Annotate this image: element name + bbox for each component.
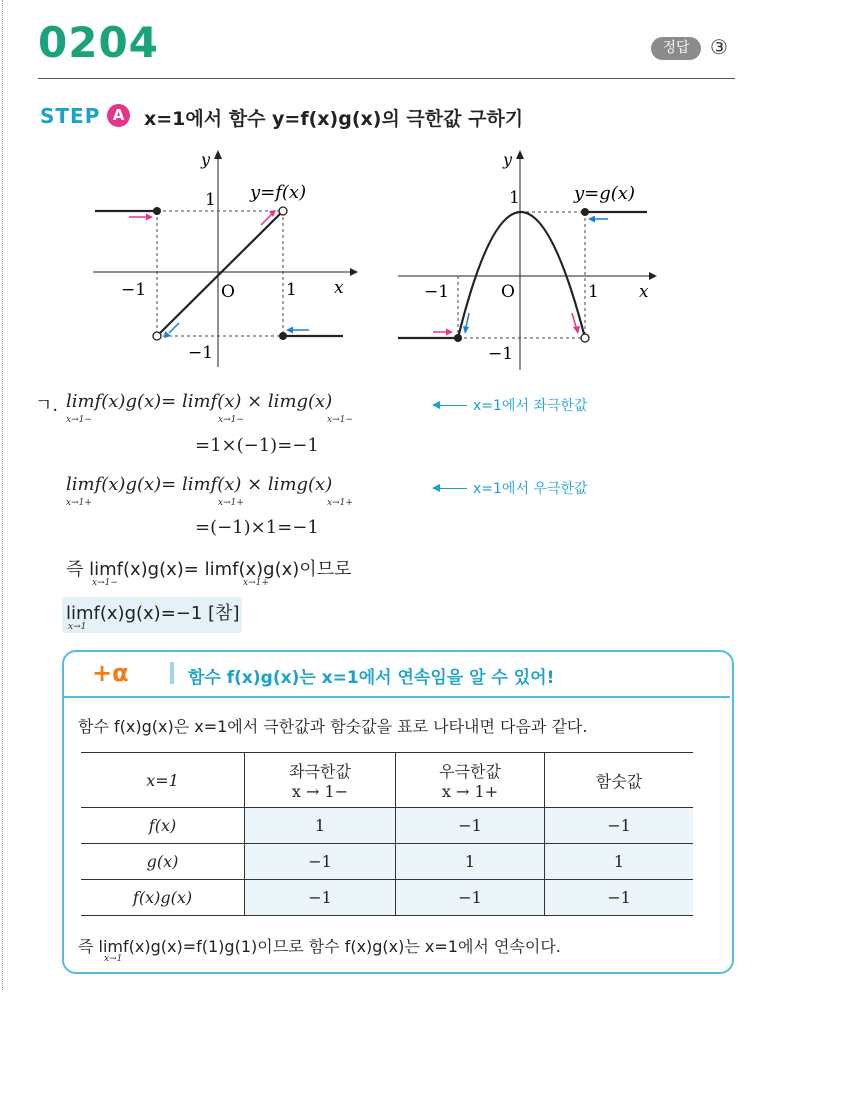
table-header-cell: 함숫값 [545, 753, 694, 808]
answer-badge: 정답 [651, 37, 701, 60]
table-cell: −1 [396, 880, 545, 916]
pink-arrow-icon [261, 210, 276, 225]
limit-subscript: x→1− [218, 415, 244, 425]
table-cell: −1 [545, 808, 694, 844]
right-limit-note [433, 478, 588, 498]
tip-header-divider [64, 696, 730, 698]
table-cell: −1 [245, 844, 396, 880]
closed-point [581, 208, 589, 216]
x-axis-label: x [639, 282, 649, 302]
table-header-cell: 좌극한값 x → 1− [245, 753, 396, 808]
curve-label-g: y=g(x) [574, 183, 635, 204]
limit-table [81, 752, 693, 916]
answer-value: ③ [710, 35, 728, 59]
limit-subscript: x→1− [66, 415, 92, 425]
table-row-header: f(x)g(x) [81, 880, 245, 916]
curve-label-f: y=f(x) [250, 182, 307, 203]
tick-label-neg1-y: −1 [488, 344, 514, 364]
left-limit-note [433, 395, 588, 415]
y-axis-arrow-icon [516, 150, 524, 159]
blue-arrow-icon [286, 327, 309, 334]
x-axis-arrow-icon [350, 268, 358, 276]
right-limit-note-text: x=1에서 우극한값 [473, 481, 588, 497]
table-row-header: f(x) [81, 808, 245, 844]
pink-arrow-icon [129, 214, 153, 221]
origin-label: O [501, 282, 515, 302]
limit-subscript: x→1− [92, 578, 118, 588]
table-cell: 1 [396, 844, 545, 880]
right-limit-result: =(−1)×1=−1 [195, 517, 319, 538]
tick-label-1-y: 1 [509, 188, 520, 208]
tick-label-1-y: 1 [205, 190, 216, 210]
closed-point [153, 207, 161, 215]
graph-f [85, 145, 375, 370]
limit-subscript: x→1+ [243, 578, 269, 588]
step-title: x=1에서 함수 y=f(x)g(x)의 극한값 구하기 [144, 108, 524, 130]
x-axis-label: x [334, 278, 344, 298]
step-label: STEP [40, 104, 101, 128]
right-limit-equation: limf(x)g(x)= limf(x) × limg(x) [66, 474, 333, 495]
tip-footer: 즉 limf(x)g(x)=f(1)g(1)이므로 함수 f(x)g(x)는 x=1에서 연속이다. [78, 937, 561, 956]
limit-subscript: x→1 [104, 954, 123, 964]
open-point [153, 332, 161, 340]
g-parabola [458, 212, 585, 338]
tick-label-neg1-x: −1 [424, 282, 450, 302]
tip-title: 함수 f(x)g(x)는 x=1에서 연속임을 알 수 있어! [188, 668, 555, 688]
tick-label-neg1-y: −1 [188, 343, 214, 363]
tick-label-neg1-x: −1 [121, 280, 147, 300]
closed-point [279, 332, 287, 340]
blue-arrow-icon [588, 216, 608, 223]
table-cell: −1 [396, 808, 545, 844]
y-axis-arrow-icon [214, 150, 222, 159]
limit-subscript: x→1− [327, 415, 353, 425]
table-row-header: g(x) [81, 844, 245, 880]
table-header-cell: x=1 [81, 753, 245, 808]
table-row [81, 880, 693, 916]
table-cell: −1 [545, 880, 694, 916]
table-header-row [81, 753, 693, 808]
f-middle-segment [157, 211, 283, 336]
pink-arrow-icon [433, 329, 453, 336]
table-cell: −1 [245, 880, 396, 916]
left-limit-note-text: x=1에서 좌극한값 [473, 398, 588, 414]
x-axis-arrow-icon [649, 272, 657, 280]
limit-subscript: x→1+ [327, 498, 353, 508]
equal-statement: 즉 limf(x)g(x)= limf(x)g(x)이므로 [66, 559, 352, 580]
problem-number: 0204 [38, 18, 159, 67]
arrow-left-icon [433, 488, 467, 489]
origin-label: O [221, 282, 235, 302]
open-point [279, 207, 287, 215]
limit-subscript: x→1 [68, 622, 87, 632]
tip-intro: 함수 f(x)g(x)은 x=1에서 극한값과 함숫값을 표로 나타내면 다음과 같다. [78, 717, 588, 736]
table-row [81, 808, 693, 844]
item-marker: ㄱ. [35, 395, 59, 416]
y-axis-label: y [201, 150, 211, 169]
left-limit-result: =1×(−1)=−1 [195, 435, 319, 456]
limit-subscript: x→1+ [218, 498, 244, 508]
tip-title-bar [170, 662, 174, 684]
open-point [581, 334, 589, 342]
conclusion: limf(x)g(x)=−1 [참] [66, 603, 240, 624]
arrow-left-icon [433, 405, 467, 406]
table-header-cell: 우극한값 x → 1+ [396, 753, 545, 808]
limit-subscript: x→1+ [66, 498, 92, 508]
closed-point [454, 334, 462, 342]
table-cell: 1 [245, 808, 396, 844]
left-limit-equation: limf(x)g(x)= limf(x) × limg(x) [66, 391, 333, 412]
tick-label-1-x: 1 [286, 280, 297, 300]
y-axis-label: y [503, 150, 513, 169]
header-divider [38, 78, 735, 79]
tick-label-1-x: 1 [588, 282, 599, 302]
table-row [81, 844, 693, 880]
table-cell: 1 [545, 844, 694, 880]
margin-dotted-line [2, 0, 3, 990]
plus-alpha-icon: +α [92, 659, 129, 687]
graph-g [393, 145, 673, 370]
step-badge: A [107, 104, 130, 127]
